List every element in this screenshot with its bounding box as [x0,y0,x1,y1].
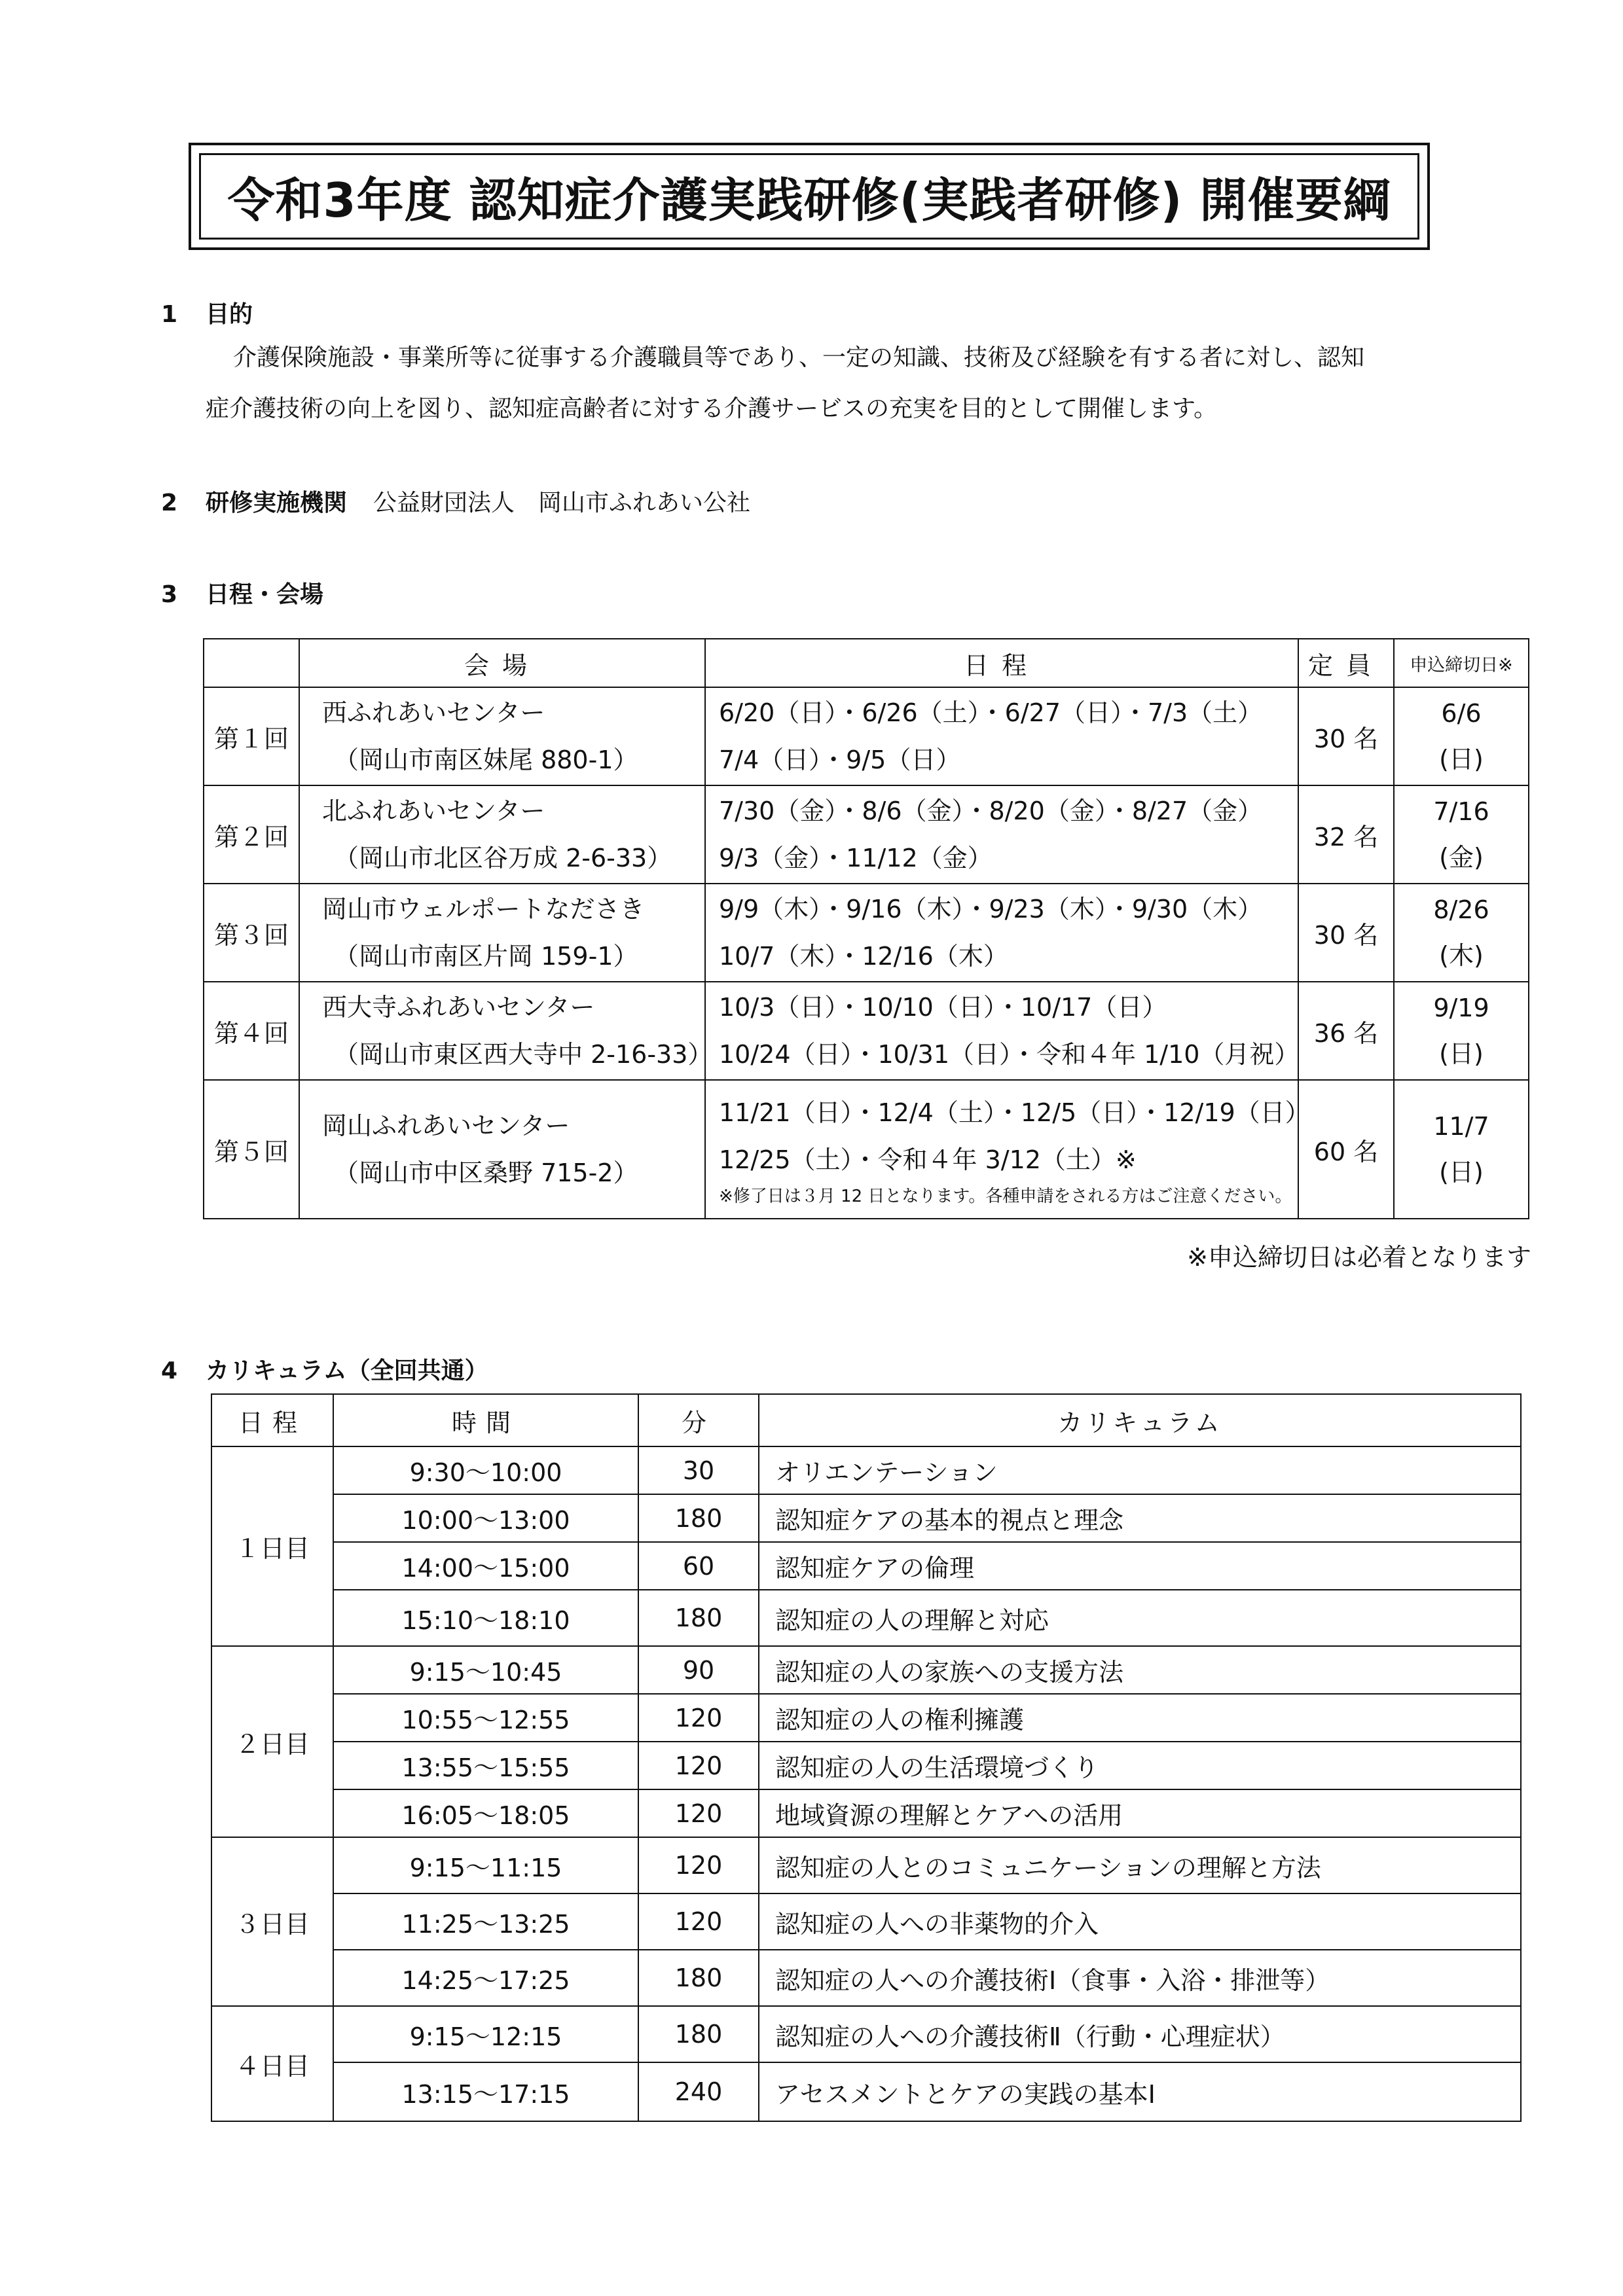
schedule-row [204,982,1529,1080]
time-cell: 9:30〜10:00 [333,1446,638,1494]
section-number: 4 [161,1357,178,1384]
round-cell: 第３回 [204,884,299,982]
schedule-header-row [204,639,1529,687]
venue-cell [299,1080,705,1219]
capacity-cell: 32 名 [1298,785,1394,884]
section-heading-text: 目的 [206,301,253,328]
deadline-footnote: ※申込締切日は必着となります [1187,1243,1531,1272]
curriculum-header-topic: カリキュラム [759,1394,1521,1446]
capacity-cell: 36 名 [1298,982,1394,1080]
dates-cell [705,687,1298,785]
deadline-cell [1394,785,1529,884]
time-cell: 9:15〜11:15 [333,1837,638,1893]
minutes-cell: 120 [638,1893,759,1950]
venue-name: 北ふれあいセンター [322,797,545,825]
topic-cell: 認知症ケアの倫理 [759,1542,1521,1590]
topic-cell: オリエンテーション [759,1446,1521,1494]
deadline-day: (日) [1439,1158,1484,1187]
venue-name: 岡山ふれあいセンター [322,1111,570,1140]
curriculum-header-day: 日程 [211,1394,333,1446]
venue-cell [299,687,705,785]
organization-name: 公益財団法人 岡山市ふれあい公社 [373,490,751,516]
deadline-date: 9/19 [1433,994,1489,1022]
deadline-date: 11/7 [1433,1112,1489,1141]
page-title: 令和3年度 認知症介護実践研修(実践者研修) 開催要綱 [199,153,1419,240]
section-number: 2 [161,490,178,516]
title-box [189,143,1430,250]
minutes-cell: 240 [638,2062,759,2121]
capacity-cell: 30 名 [1298,884,1394,982]
schedule-header-venue: 会場 [299,639,705,687]
curriculum-row [211,1837,1521,1893]
time-cell: 10:55〜12:55 [333,1694,638,1742]
curriculum-row [211,1542,1521,1590]
curriculum-row [211,1789,1521,1837]
section-organization-heading [161,484,750,518]
schedule-header-capacity: 定員 [1298,639,1394,687]
topic-cell: 認知症の人への非薬物的介入 [759,1893,1521,1950]
time-cell: 9:15〜12:15 [333,2006,638,2062]
curriculum-table [211,1393,1522,2122]
venue-cell [299,785,705,884]
minutes-cell: 180 [638,2006,759,2062]
deadline-day: (金) [1439,843,1484,872]
round-cell: 第４回 [204,982,299,1080]
topic-cell: 認知症の人の生活環境づくり [759,1742,1521,1789]
time-cell: 9:15〜10:45 [333,1646,638,1694]
deadline-day: (日) [1439,1039,1484,1068]
topic-cell: 認知症の人の理解と対応 [759,1590,1521,1646]
topic-cell: 認知症の人の家族への支援方法 [759,1646,1521,1694]
minutes-cell: 180 [638,1494,759,1542]
dates-line-1: 9/9（木）・9/16（木）・9/23（木）・9/30（木） [719,895,1263,924]
section-number: 1 [161,301,178,328]
day-cell: ４日目 [211,2006,333,2121]
time-cell: 14:00〜15:00 [333,1542,638,1590]
time-cell: 13:15〜17:15 [333,2062,638,2121]
time-cell: 13:55〜15:55 [333,1742,638,1789]
curriculum-row [211,1646,1521,1694]
curriculum-row [211,1694,1521,1742]
minutes-cell: 120 [638,1837,759,1893]
time-cell: 14:25〜17:25 [333,1950,638,2006]
time-cell: 10:00〜13:00 [333,1494,638,1542]
topic-cell: アセスメントとケアの実践の基本Ⅰ [759,2062,1521,2121]
round-cell: 第１回 [204,687,299,785]
dates-line-2: 12/25（土）・令和４年 3/12（土）※ [719,1145,1137,1174]
section-heading-text: 日程・会場 [206,581,324,608]
section-purpose-heading [161,296,253,329]
venue-address: （岡山市東区西大寺中 2-16-33） [334,1040,713,1069]
day-cell: ３日目 [211,1837,333,2006]
minutes-cell: 60 [638,1542,759,1590]
curriculum-row [211,2062,1521,2121]
dates-line-2: 10/24（日）・10/31（日）・令和４年 1/10（月祝） [719,1040,1300,1069]
deadline-date: 8/26 [1433,895,1489,924]
day-cell: ２日目 [211,1646,333,1837]
capacity-cell: 30 名 [1298,687,1394,785]
deadline-cell [1394,1080,1529,1219]
topic-cell: 認知症の人の権利擁護 [759,1694,1521,1742]
dates-line-1: 10/3（日）・10/10（日）・10/17（日） [719,993,1167,1022]
section-number: 3 [161,581,178,608]
section-schedule-heading [161,576,323,609]
dates-line-1: 7/30（金）・8/6（金）・8/20（金）・8/27（金） [719,797,1263,825]
schedule-row [204,687,1529,785]
day-cell: １日目 [211,1446,333,1646]
deadline-cell [1394,884,1529,982]
schedule-header-deadline: 申込締切日※ [1394,639,1529,687]
deadline-date: 6/6 [1441,699,1482,728]
schedule-row [204,884,1529,982]
curriculum-row [211,1446,1521,1494]
dates-cell [705,982,1298,1080]
time-cell: 16:05〜18:05 [333,1789,638,1837]
topic-cell: 地域資源の理解とケアへの活用 [759,1789,1521,1837]
minutes-cell: 120 [638,1789,759,1837]
schedule-table [203,638,1529,1219]
minutes-cell: 90 [638,1646,759,1694]
topic-cell: 認知症の人への介護技術Ⅱ（行動・心理症状） [759,2006,1521,2062]
section-heading-text: 研修実施機関 [206,490,348,516]
minutes-cell: 30 [638,1446,759,1494]
minutes-cell: 180 [638,1950,759,2006]
round-cell: 第２回 [204,785,299,884]
time-cell: 11:25〜13:25 [333,1893,638,1950]
venue-address: （岡山市北区谷万成 2-6-33） [334,844,672,872]
dates-cell [705,1080,1310,1219]
dates-line-2: 7/4（日）・9/5（日） [719,745,961,774]
curriculum-row [211,1590,1521,1646]
capacity-cell: 60 名 [1298,1080,1394,1219]
curriculum-header-time: 時間 [333,1394,638,1446]
venue-address: （岡山市南区片岡 159-1） [334,942,638,971]
venue-name: 西大寺ふれあいセンター [322,993,595,1022]
time-cell: 15:10〜18:10 [333,1590,638,1646]
venue-name: 西ふれあいセンター [322,698,545,727]
dates-cell [705,884,1298,982]
curriculum-row [211,2006,1521,2062]
minutes-cell: 180 [638,1590,759,1646]
dates-cell [705,785,1298,884]
schedule-header-dates: 日程 [705,639,1298,687]
schedule-row [204,785,1529,884]
dates-line-1: 6/20（日）・6/26（土）・6/27（日）・7/3（土） [719,698,1263,727]
curriculum-row [211,1950,1521,2006]
schedule-header-blank [204,639,299,687]
topic-cell: 認知症の人とのコミュニケーションの理解と方法 [759,1837,1521,1893]
dates-line-2: 9/3（金）・11/12（金） [719,844,993,872]
schedule-row [204,1080,1529,1219]
deadline-cell [1394,687,1529,785]
section-heading-text: カリキュラム（全回共通） [206,1357,488,1384]
round-cell: 第５回 [204,1080,299,1219]
curriculum-row [211,1893,1521,1950]
venue-cell [299,884,705,982]
section-curriculum-heading [161,1352,488,1386]
curriculum-row [211,1494,1521,1542]
venue-name: 岡山市ウェルポートなださき [322,895,645,924]
topic-cell: 認知症の人への介護技術Ⅰ（食事・入浴・排泄等） [759,1950,1521,2006]
dates-line-2: 10/7（木）・12/16（木） [719,942,1008,971]
deadline-cell [1394,982,1529,1080]
curriculum-header-minutes: 分 [638,1394,759,1446]
venue-cell [299,982,713,1080]
purpose-line-1: 介護保険施設・事業所等に従事する介護職員等であり、一定の知識、技術及び経験を有する者に対し、認知 [233,344,1365,371]
purpose-line-2: 症介護技術の向上を図り、認知症高齢者に対する介護サービスの充実を目的として開催します。 [206,395,1218,422]
venue-address: （岡山市中区桑野 715-2） [334,1158,638,1187]
curriculum-row [211,1742,1521,1789]
dates-note: ※修了日は３月 12 日となります。各種申請をされる方はご注意ください。 [719,1187,1292,1206]
deadline-day: (木) [1439,941,1484,970]
topic-cell: 認知症ケアの基本的視点と理念 [759,1494,1521,1542]
curriculum-header-row [211,1394,1521,1446]
minutes-cell: 120 [638,1742,759,1789]
deadline-date: 7/16 [1433,797,1489,826]
dates-line-1: 11/21（日）・12/4（土）・12/5（日）・12/19（日） [719,1098,1310,1127]
deadline-day: (日) [1439,745,1484,774]
venue-address: （岡山市南区妹尾 880-1） [334,745,638,774]
minutes-cell: 120 [638,1694,759,1742]
